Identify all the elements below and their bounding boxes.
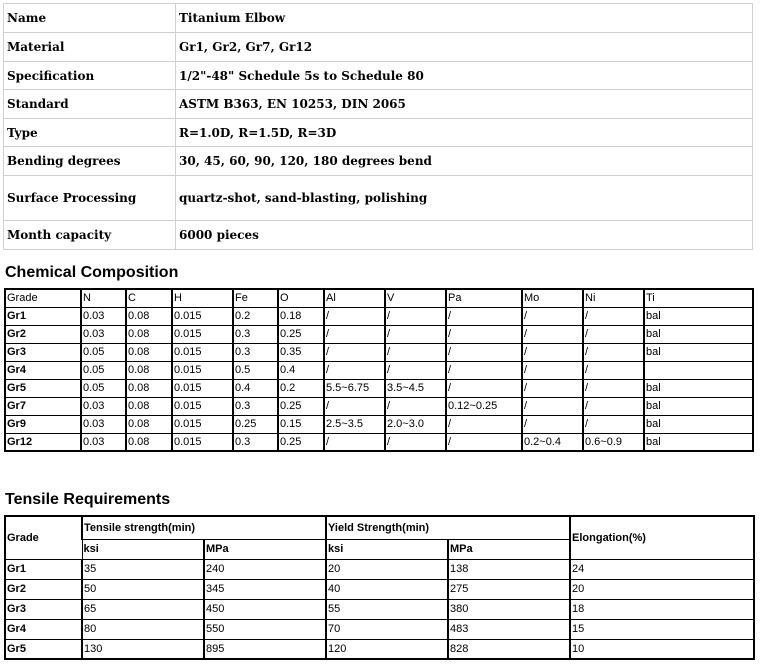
tensile-grade-cell: Gr4 (5, 619, 82, 639)
chemical-value-cell: 0.25 (233, 415, 278, 433)
spec-label: Surface Processing (4, 176, 176, 221)
tensile-value-cell: 895 (204, 639, 326, 659)
chemical-value-cell: / (446, 361, 522, 379)
spec-label: Name (4, 4, 176, 33)
chemical-value-cell: 0.08 (126, 433, 172, 451)
tensile-value-cell: 50 (82, 579, 204, 599)
yield-mpa-header: MPa (448, 539, 570, 559)
chemical-value-cell: 2.5~3.5 (324, 415, 385, 433)
chemical-value-cell: 0.03 (81, 307, 126, 325)
chemical-value-cell: 0.08 (126, 361, 172, 379)
chemical-value-cell: 0.4 (233, 379, 278, 397)
chemical-value-cell: bal (644, 379, 753, 397)
tensile-value-cell: 240 (204, 559, 326, 579)
chemical-value-cell: 0.03 (81, 325, 126, 343)
chemical-grade-cell: Gr5 (5, 379, 81, 397)
tensile-value-cell: 828 (448, 639, 570, 659)
chemical-value-cell: / (583, 397, 644, 415)
chemical-value-cell: 2.0~3.0 (385, 415, 446, 433)
spec-label: Material (4, 33, 176, 62)
spec-table (3, 3, 753, 250)
chemical-value-cell: / (522, 361, 583, 379)
spec-label: Bending degrees (4, 147, 176, 176)
chemical-value-cell: 0.2 (233, 307, 278, 325)
spec-row (4, 4, 753, 33)
tensile-requirements-heading: Tensile Requirements (5, 491, 171, 508)
chemical-value-cell: 0.6~0.9 (583, 433, 644, 451)
chemical-value-cell: / (446, 325, 522, 343)
chemical-value-cell: / (385, 397, 446, 415)
spec-value: ASTM B363, EN 10253, DIN 2065 (176, 90, 753, 119)
chemical-value-cell: 0.08 (126, 397, 172, 415)
chemical-value-cell: 0.015 (172, 415, 233, 433)
tensile-row (5, 639, 754, 659)
chemical-value-cell: / (385, 307, 446, 325)
tensile-value-cell: 10 (570, 639, 754, 659)
chemical-value-cell: 0.3 (233, 397, 278, 415)
chemical-column-header: Ti (644, 289, 753, 307)
chemical-value-cell: 0.05 (81, 343, 126, 361)
chemical-value-cell: / (522, 397, 583, 415)
chemical-row (5, 361, 753, 379)
chemical-value-cell: / (583, 361, 644, 379)
tensile-value-cell: 130 (82, 639, 204, 659)
chemical-value-cell: / (583, 379, 644, 397)
chemical-value-cell: bal (644, 433, 753, 451)
chemical-row (5, 433, 753, 451)
chemical-value-cell: / (324, 397, 385, 415)
tensile-value-cell: 275 (448, 579, 570, 599)
chemical-grade-cell: Gr3 (5, 343, 81, 361)
chemical-column-header: Al (324, 289, 385, 307)
chemical-value-cell: 0.2~0.4 (522, 433, 583, 451)
chemical-column-header: H (172, 289, 233, 307)
chemical-column-header: Pa (446, 289, 522, 307)
chemical-value-cell: 0.2 (278, 379, 324, 397)
chemical-value-cell: / (446, 307, 522, 325)
spec-value: Titanium Elbow (176, 4, 753, 33)
tensile-value-cell: 345 (204, 579, 326, 599)
chemical-column-header: V (385, 289, 446, 307)
chemical-value-cell: 0.15 (278, 415, 324, 433)
chemical-column-header: O (278, 289, 324, 307)
chemical-value-cell: / (583, 325, 644, 343)
tensile-requirements-table (4, 515, 755, 660)
chemical-value-cell: 0.015 (172, 325, 233, 343)
spec-value: Gr1, Gr2, Gr7, Gr12 (176, 33, 753, 62)
spec-row (4, 33, 753, 62)
chemical-value-cell: / (522, 325, 583, 343)
spec-label: Standard (4, 90, 176, 119)
chemical-value-cell: / (522, 415, 583, 433)
chemical-column-header: Ni (583, 289, 644, 307)
chemical-column-header: Fe (233, 289, 278, 307)
chemical-value-cell: 0.4 (278, 361, 324, 379)
chemical-value-cell: / (522, 379, 583, 397)
chemical-composition-table (4, 288, 754, 452)
spec-value: 6000 pieces (176, 221, 753, 250)
chemical-value-cell: 0.08 (126, 379, 172, 397)
chemical-value-cell: / (385, 361, 446, 379)
tensile-row (5, 599, 754, 619)
chemical-value-cell: / (324, 361, 385, 379)
tensile-value-cell: 380 (448, 599, 570, 619)
chemical-value-cell: / (385, 433, 446, 451)
tensile-row (5, 579, 754, 599)
tensile-grade-header: Grade (5, 516, 82, 559)
spec-row (4, 119, 753, 147)
chemical-value-cell: 0.015 (172, 433, 233, 451)
chemical-value-cell: 0.015 (172, 379, 233, 397)
chemical-value-cell: / (446, 343, 522, 361)
tensile-value-cell: 55 (326, 599, 448, 619)
tensile-value-cell: 40 (326, 579, 448, 599)
chemical-value-cell: 3.5~4.5 (385, 379, 446, 397)
chemical-grade-cell: Gr4 (5, 361, 81, 379)
chemical-value-cell: 0.3 (233, 325, 278, 343)
chemical-value-cell: 0.08 (126, 415, 172, 433)
spec-row (4, 90, 753, 119)
chemical-value-cell: / (446, 433, 522, 451)
tensile-value-cell: 65 (82, 599, 204, 619)
chemical-header-row (5, 289, 753, 307)
spec-label: Specification (4, 62, 176, 90)
chemical-value-cell: 0.5 (233, 361, 278, 379)
tensile-value-cell: 15 (570, 619, 754, 639)
tensile-value-cell: 70 (326, 619, 448, 639)
chemical-value-cell: 0.25 (278, 433, 324, 451)
chemical-value-cell: bal (644, 307, 753, 325)
chemical-value-cell: / (324, 343, 385, 361)
chemical-value-cell: / (324, 325, 385, 343)
chemical-value-cell: 0.35 (278, 343, 324, 361)
chemical-grade-cell: Gr9 (5, 415, 81, 433)
chemical-value-cell: / (446, 415, 522, 433)
chemical-value-cell: 0.12~0.25 (446, 397, 522, 415)
chemical-value-cell: bal (644, 325, 753, 343)
chemical-grade-cell: Gr1 (5, 307, 81, 325)
tensile-value-cell: 24 (570, 559, 754, 579)
chemical-row (5, 415, 753, 433)
tensile-value-cell: 483 (448, 619, 570, 639)
chemical-row (5, 379, 753, 397)
tensile-value-cell: 138 (448, 559, 570, 579)
chemical-row (5, 325, 753, 343)
tensile-value-cell: 20 (570, 579, 754, 599)
tensile-value-cell: 80 (82, 619, 204, 639)
tensile-grade-cell: Gr5 (5, 639, 82, 659)
tensile-row (5, 559, 754, 579)
spec-row (4, 62, 753, 90)
chemical-value-cell: 0.18 (278, 307, 324, 325)
chemical-value-cell: / (324, 307, 385, 325)
spec-label: Type (4, 119, 176, 147)
chemical-row (5, 343, 753, 361)
chemical-value-cell: 0.08 (126, 343, 172, 361)
chemical-value-cell: 0.3 (233, 433, 278, 451)
tensile-grade-cell: Gr2 (5, 579, 82, 599)
tensile-value-cell: 450 (204, 599, 326, 619)
spec-value: 30, 45, 60, 90, 120, 180 degrees bend (176, 147, 753, 176)
chemical-value-cell: 0.03 (81, 415, 126, 433)
chemical-value-cell: 0.015 (172, 343, 233, 361)
tensile-value-cell: 550 (204, 619, 326, 639)
chemical-value-cell: 0.05 (81, 361, 126, 379)
chemical-value-cell: 5.5~6.75 (324, 379, 385, 397)
chemical-composition-heading: Chemical Composition (5, 264, 179, 281)
chemical-value-cell: 0.05 (81, 379, 126, 397)
chemical-column-header: Mo (522, 289, 583, 307)
chemical-value-cell: / (522, 307, 583, 325)
tensile-mpa-header: MPa (204, 539, 326, 559)
tensile-grade-cell: Gr3 (5, 599, 82, 619)
chemical-grade-cell: Gr12 (5, 433, 81, 451)
chemical-value-cell (644, 361, 753, 379)
chemical-row (5, 397, 753, 415)
chemical-value-cell: 0.08 (126, 307, 172, 325)
tensile-ksi-header: ksi (82, 539, 204, 559)
yield-ksi-header: ksi (326, 539, 448, 559)
chemical-value-cell: 0.015 (172, 397, 233, 415)
spec-value: 1/2"-48" Schedule 5s to Schedule 80 (176, 62, 753, 90)
chemical-value-cell: 0.25 (278, 397, 324, 415)
spec-value: quartz-shot, sand-blasting, polishing (176, 176, 753, 221)
chemical-value-cell: bal (644, 397, 753, 415)
chemical-grade-cell: Gr7 (5, 397, 81, 415)
chemical-value-cell: bal (644, 343, 753, 361)
elongation-header: Elongation(%) (570, 516, 754, 559)
tensile-grade-cell: Gr1 (5, 559, 82, 579)
tensile-value-cell: 35 (82, 559, 204, 579)
chemical-value-cell: 0.03 (81, 433, 126, 451)
chemical-value-cell: / (583, 343, 644, 361)
chemical-value-cell: 0.08 (126, 325, 172, 343)
yield-strength-header: Yield Strength(min) (326, 516, 570, 539)
chemical-value-cell: / (583, 307, 644, 325)
chemical-value-cell: / (324, 433, 385, 451)
chemical-value-cell: / (522, 343, 583, 361)
tensile-value-cell: 120 (326, 639, 448, 659)
chemical-value-cell: 0.03 (81, 397, 126, 415)
spec-value: R=1.0D, R=1.5D, R=3D (176, 119, 753, 147)
chemical-column-header: Grade (5, 289, 81, 307)
chemical-value-cell: / (385, 343, 446, 361)
chemical-value-cell: / (446, 379, 522, 397)
tensile-value-cell: 18 (570, 599, 754, 619)
chemical-value-cell: 0.3 (233, 343, 278, 361)
spec-label: Month capacity (4, 221, 176, 250)
tensile-row (5, 619, 754, 639)
spec-row (4, 221, 753, 250)
tensile-value-cell: 20 (326, 559, 448, 579)
chemical-row (5, 307, 753, 325)
chemical-value-cell: bal (644, 415, 753, 433)
chemical-value-cell: / (583, 415, 644, 433)
chemical-value-cell: 0.25 (278, 325, 324, 343)
chemical-column-header: C (126, 289, 172, 307)
chemical-column-header: N (81, 289, 126, 307)
tensile-strength-header: Tensile strength(min) (82, 516, 326, 539)
spec-row (4, 147, 753, 176)
chemical-value-cell: / (385, 325, 446, 343)
chemical-value-cell: 0.015 (172, 361, 233, 379)
chemical-value-cell: 0.015 (172, 307, 233, 325)
chemical-grade-cell: Gr2 (5, 325, 81, 343)
spec-row (4, 176, 753, 221)
